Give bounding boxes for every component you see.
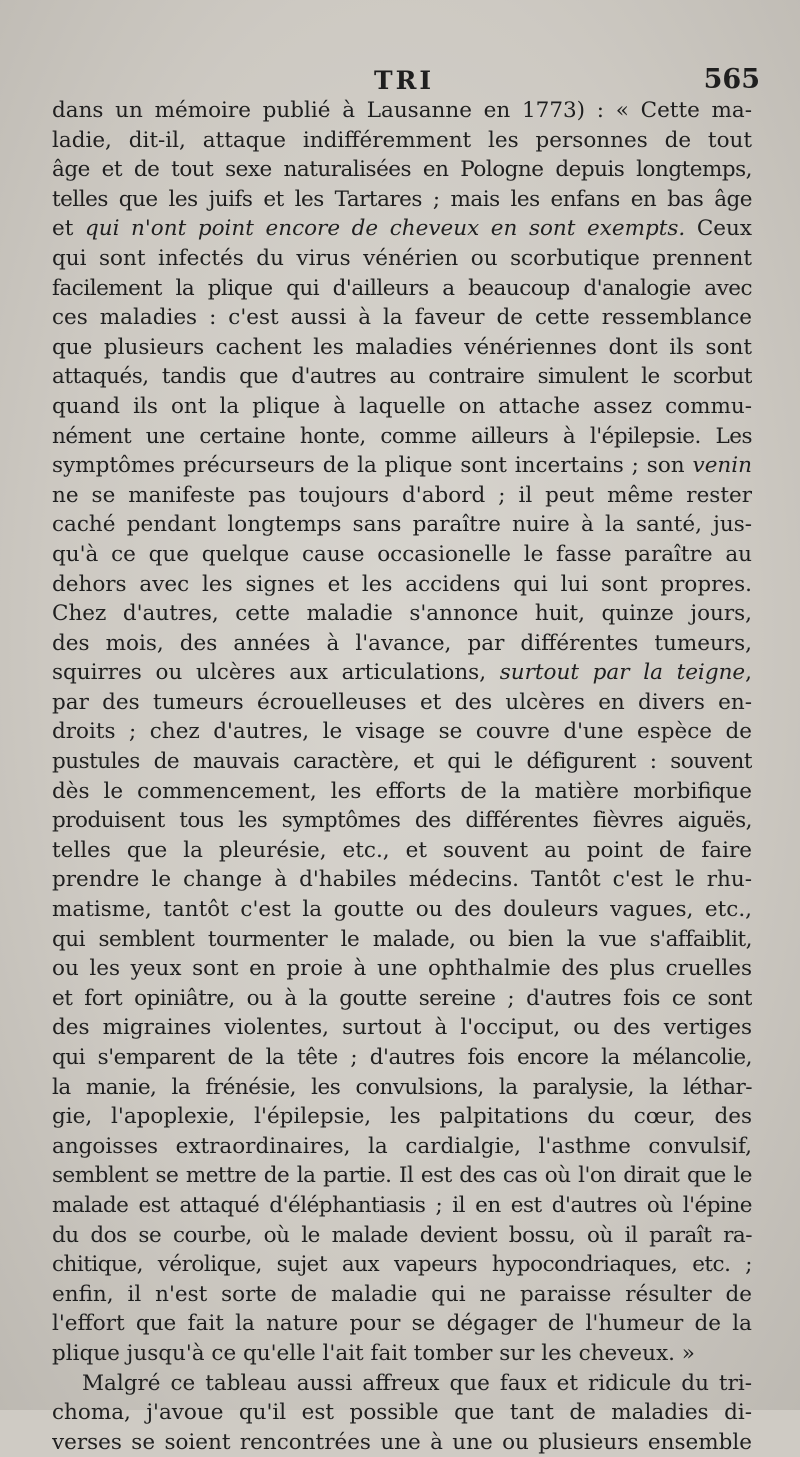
text-line: chitique, vérolique, sujet aux vapeurs hypocondriaques, etc. ; (52, 1252, 752, 1278)
text-line: des mois, des années à l'avance, par différentes tumeurs, (52, 630, 752, 656)
text-line: telles que les juifs et les Tartares ; mais les enfans en bas âge (52, 186, 752, 212)
text-line: droits ; chez d'autres, le visage se couvre d'une espèce de (52, 719, 752, 745)
text-line: quand ils ont la plique à laquelle on attache assez commu- (52, 393, 752, 419)
text-line: prendre le change à d'habiles médecins. Tantôt c'est le rhu- (52, 867, 752, 893)
text-line: qui s'emparent de la tête ; d'autres fois encore la mélancolie, (52, 1045, 752, 1070)
text-line: facilement la plique qui d'ailleurs a beaucoup d'analogie avec (52, 275, 752, 301)
text-line: du dos se courbe, où le malade devient bossu, où il paraît ra- (52, 1222, 752, 1248)
text-line: produisent tous les symptômes des différentes fièvres aiguës, (52, 808, 752, 834)
text-line: caché pendant longtemps sans paraître nuire à la santé, jus- (52, 512, 752, 538)
text-line: la manie, la frénésie, les convulsions, la paralysie, la léthar- (52, 1074, 752, 1100)
text-line: qu'à ce que quelque cause occasionelle le fasse paraître au (52, 541, 752, 567)
text-line: gie, l'apoplexie, l'épilepsie, les palpitations du cœur, des (52, 1104, 752, 1130)
text-line: ou les yeux sont en proie à une ophthalmie des plus cruelles (52, 956, 752, 982)
text-line: et fort opiniâtre, ou à la goutte sereine ; d'autres fois ce sont (52, 985, 752, 1011)
text-line: choma, j'avoue qu'il est possible que tant de maladies di- (52, 1400, 752, 1426)
text-line: des migraines violentes, surtout à l'occiput, ou des vertiges (52, 1015, 752, 1041)
body-text (52, 96, 752, 1457)
text-line: dehors avec les signes et les accidens qui lui sont propres. (52, 571, 752, 597)
text-line: pustules de mauvais caractère, et qui le défigurent : souvent (52, 749, 752, 775)
text-line: l'effort que fait la nature pour se dégager de l'humeur de la (52, 1311, 752, 1337)
text-line: symptômes précurseurs de la plique sont incertains ; son venin (52, 453, 752, 479)
text-line: matisme, tantôt c'est la goutte ou des douleurs vagues, etc., (52, 897, 752, 923)
text-line: qui sont infectés du virus vénérien ou scorbutique prennent (52, 245, 752, 271)
text-line: dans un mémoire publié à Lausanne en 1773) : « Cette ma- (52, 98, 752, 123)
text-line: squirres ou ulcères aux articulations, surtout par la teigne, (52, 660, 752, 686)
text-line: verses se soient rencontrées une à une ou plusieurs ensemble (52, 1429, 752, 1455)
text-line: nément une certaine honte, comme ailleurs à l'épilepsie. Les (52, 423, 752, 449)
text-line: attaqués, tandis que d'autres au contraire simulent le scorbut (52, 364, 752, 390)
text-line: qui semblent tourmenter le malade, ou bien la vue s'affaiblit, (52, 926, 752, 952)
text-line: Chez d'autres, cette maladie s'annonce huit, quinze jours, (52, 601, 752, 627)
text-line: semblent se mettre de la partie. Il est des cas où l'on dirait que le (52, 1163, 752, 1189)
text-line: plique jusqu'à ce qu'elle l'ait fait tomber sur les cheveux. » (52, 1340, 695, 1366)
text-line: âge et de tout sexe naturalisées en Pologne depuis longtemps, (52, 157, 752, 183)
running-title: TRI (373, 66, 435, 95)
text-line: ladie, dit-il, attaque indifféremment les personnes de tout (52, 127, 752, 153)
text-line: malade est attaqué d'éléphantiasis ; il en est d'autres où l'épine (52, 1192, 752, 1218)
text-line: et qui n'ont point encore de cheveux en sont exempts. Ceux (52, 216, 752, 242)
text-line: enfin, il n'est sorte de maladie qui ne paraisse résulter de (52, 1281, 752, 1307)
text-line: telles que la pleurésie, etc., et souvent au point de faire (52, 837, 752, 863)
text-line: Malgré ce tableau aussi affreux que faux et ridicule du tri- (82, 1370, 752, 1396)
text-line: ne se manifeste pas toujours d'abord ; il peut même rester (52, 482, 752, 508)
page-number: 565 (703, 64, 760, 95)
text-line: par des tumeurs écrouelleuses et des ulcères en divers en- (52, 689, 752, 715)
text-line: que plusieurs cachent les maladies vénériennes dont ils sont (52, 334, 752, 360)
text-line: angoisses extraordinaires, la cardialgie, l'asthme convulsif, (52, 1133, 752, 1159)
text-line: dès le commencement, les efforts de la matière morbifique (52, 778, 752, 804)
text-line: ces maladies : c'est aussi à la faveur de cette ressemblance (52, 305, 752, 331)
